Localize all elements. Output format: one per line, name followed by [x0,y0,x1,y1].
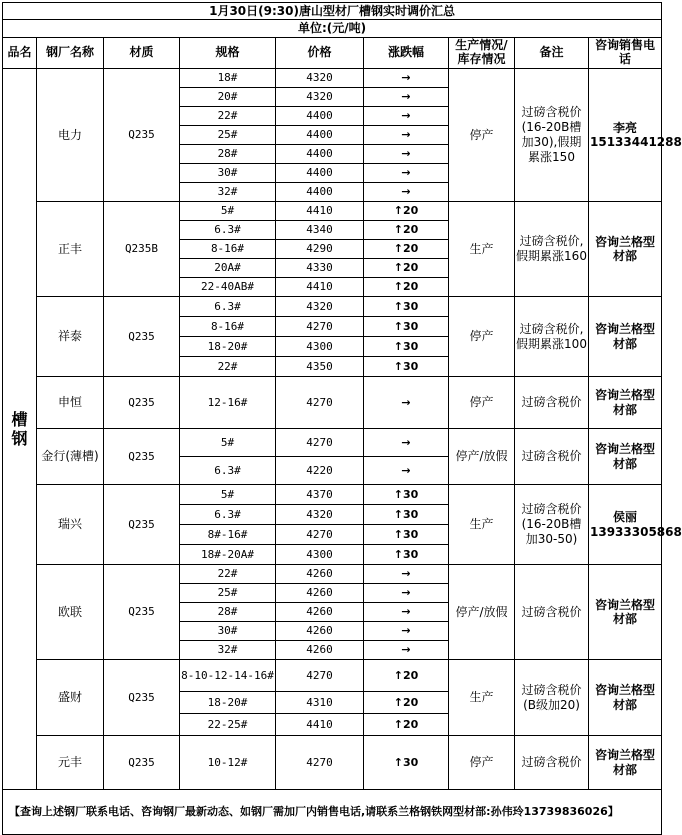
price-cell: 4270 [276,736,364,790]
change-cell: ↑20 [364,660,449,692]
spec-cell: 6.3# [180,221,276,240]
footer-row [3,790,662,835]
price-cell: 4260 [276,584,364,603]
remark-cell: 过磅含税价 [515,377,589,429]
sheet-title: 1月30日(9:30)唐山型材厂槽钢实时调价汇总 [3,3,662,20]
price-cell: 4290 [276,240,364,259]
spec-cell: 22-25# [180,714,276,736]
price-cell: 4410 [276,278,364,297]
header-price: 价格 [276,38,364,69]
spec-cell: 30# [180,164,276,183]
change-cell: → [364,584,449,603]
change-cell: ↑20 [364,692,449,714]
material-cell: Q235 [104,69,180,202]
price-cell: 4260 [276,641,364,660]
spec-cell: 22# [180,357,276,377]
spec-cell: 8-16# [180,317,276,337]
price-cell: 4340 [276,221,364,240]
change-cell: ↑30 [364,485,449,505]
change-cell: ↑30 [364,736,449,790]
contact-cell: 咨询兰格型材部 [589,429,662,485]
spec-cell: 18# [180,69,276,88]
change-cell: → [364,603,449,622]
spec-cell: 22-40AB# [180,278,276,297]
status-cell: 生产 [449,202,515,297]
contact-cell: 咨询兰格型材部 [589,736,662,790]
remark-cell: 过磅含税价 [515,736,589,790]
remark-cell: 过磅含税价 [515,429,589,485]
change-cell: ↑30 [364,545,449,565]
table-row [3,565,662,584]
mill-name: 申恒 [37,377,104,429]
price-cell: 4400 [276,126,364,145]
price-cell: 4320 [276,297,364,317]
status-cell: 生产 [449,485,515,565]
price-cell: 4400 [276,145,364,164]
table-row [3,736,662,790]
spec-cell: 8#-16# [180,525,276,545]
price-cell: 4310 [276,692,364,714]
price-cell: 4270 [276,429,364,457]
mill-name: 瑞兴 [37,485,104,565]
status-cell: 停产/放假 [449,565,515,660]
material-cell: Q235B [104,202,180,297]
header-remark: 备注 [515,38,589,69]
spec-cell: 22# [180,107,276,126]
material-cell: Q235 [104,429,180,485]
contact-cell: 咨询兰格型材部 [589,202,662,297]
table-row [3,377,662,429]
price-sheet [2,2,682,835]
price-cell: 4400 [276,183,364,202]
change-cell: ↑20 [364,202,449,221]
remark-cell: 过磅含税价,假期累涨100 [515,297,589,377]
price-cell: 4410 [276,202,364,221]
status-cell: 生产 [449,660,515,736]
change-cell: ↑20 [364,221,449,240]
spec-cell: 5# [180,485,276,505]
status-cell: 停产 [449,297,515,377]
change-cell: → [364,641,449,660]
change-cell: → [364,457,449,485]
spec-cell: 6.3# [180,457,276,485]
table-row [3,429,662,457]
spec-cell: 18#-20A# [180,545,276,565]
change-cell: → [364,69,449,88]
price-cell: 4220 [276,457,364,485]
material-cell: Q235 [104,660,180,736]
price-cell: 4400 [276,107,364,126]
header-material: 材质 [104,38,180,69]
remark-cell: 过磅含税价(B级加20) [515,660,589,736]
material-cell: Q235 [104,565,180,660]
header-status: 生产情况/库存情况 [449,38,515,69]
change-cell: → [364,565,449,584]
status-cell: 停产 [449,69,515,202]
change-cell: → [364,183,449,202]
price-cell: 4320 [276,88,364,107]
spec-cell: 12-16# [180,377,276,429]
spec-cell: 22# [180,565,276,584]
product-name-cell: 槽钢 [3,69,37,790]
spec-cell: 6.3# [180,297,276,317]
spec-cell: 28# [180,603,276,622]
price-cell: 4300 [276,337,364,357]
unit-label: 单位:(元/吨) [3,20,662,38]
change-cell: ↑30 [364,337,449,357]
header-contact: 咨询销售电话 [589,38,662,69]
mill-name: 元丰 [37,736,104,790]
header-spec: 规格 [180,38,276,69]
change-cell: → [364,429,449,457]
price-cell: 4300 [276,545,364,565]
price-cell: 4270 [276,660,364,692]
header-mill: 钢厂名称 [37,38,104,69]
spec-cell: 28# [180,145,276,164]
change-cell: ↑20 [364,240,449,259]
mill-name: 金行(薄槽) [37,429,104,485]
price-cell: 4260 [276,603,364,622]
remark-cell: 过磅含税价 [515,565,589,660]
spec-cell: 8-10-12-14-16# [180,660,276,692]
spec-cell: 18-20# [180,692,276,714]
header-change: 涨跌幅 [364,38,449,69]
spec-cell: 25# [180,126,276,145]
spec-cell: 30# [180,622,276,641]
status-cell: 停产/放假 [449,429,515,485]
price-table [2,2,682,835]
contact-cell: 咨询兰格型材部 [589,660,662,736]
spec-cell: 32# [180,641,276,660]
change-cell: → [364,126,449,145]
price-cell: 4330 [276,259,364,278]
price-cell: 4320 [276,69,364,88]
mill-name: 欧联 [37,565,104,660]
spec-cell: 5# [180,429,276,457]
status-cell: 停产 [449,736,515,790]
price-cell: 4260 [276,622,364,641]
remark-cell: 过磅含税价,假期累涨160 [515,202,589,297]
spec-cell: 20# [180,88,276,107]
change-cell: ↑20 [364,259,449,278]
material-cell: Q235 [104,485,180,565]
spec-cell: 8-16# [180,240,276,259]
price-cell: 4270 [276,525,364,545]
spec-cell: 32# [180,183,276,202]
spec-cell: 20A# [180,259,276,278]
status-cell: 停产 [449,377,515,429]
spec-cell: 5# [180,202,276,221]
contact-cell: 李亮15133441288 [589,69,662,202]
change-cell: → [364,88,449,107]
change-cell: → [364,377,449,429]
change-cell: → [364,107,449,126]
change-cell: ↑30 [364,525,449,545]
material-cell: Q235 [104,377,180,429]
contact-cell: 侯丽13933305868 [589,485,662,565]
table-row [3,69,662,88]
change-cell: ↑30 [364,357,449,377]
remark-cell: 过磅含税价(16-20B槽加30),假期累涨150 [515,69,589,202]
footer-note: 【查询上述钢厂联系电话、咨询钢厂最新动态、如钢厂需加厂内销售电话,请联系兰格钢铁网型材部:孙伟玲13739836026】 [3,790,662,835]
contact-cell: 咨询兰格型材部 [589,565,662,660]
price-cell: 4270 [276,377,364,429]
change-cell: → [364,145,449,164]
material-cell: Q235 [104,736,180,790]
price-cell: 4410 [276,714,364,736]
spec-cell: 10-12# [180,736,276,790]
price-cell: 4350 [276,357,364,377]
change-cell: ↑20 [364,714,449,736]
spec-cell: 25# [180,584,276,603]
spec-cell: 6.3# [180,505,276,525]
change-cell: → [364,164,449,183]
price-cell: 4370 [276,485,364,505]
contact-cell: 咨询兰格型材部 [589,297,662,377]
mill-name: 祥泰 [37,297,104,377]
change-cell: ↑30 [364,505,449,525]
price-cell: 4260 [276,565,364,584]
mill-name: 电力 [37,69,104,202]
change-cell: → [364,622,449,641]
change-cell: ↑30 [364,297,449,317]
header-product: 品名 [3,38,37,69]
price-cell: 4270 [276,317,364,337]
table-row [3,297,662,317]
table-row [3,660,662,692]
spec-cell: 18-20# [180,337,276,357]
mill-name: 正丰 [37,202,104,297]
change-cell: ↑20 [364,278,449,297]
remark-cell: 过磅含税价(16-20B槽加30-50) [515,485,589,565]
material-cell: Q235 [104,297,180,377]
contact-cell: 咨询兰格型材部 [589,377,662,429]
table-row [3,485,662,505]
price-cell: 4320 [276,505,364,525]
table-row [3,202,662,221]
change-cell: ↑30 [364,317,449,337]
price-cell: 4400 [276,164,364,183]
mill-name: 盛财 [37,660,104,736]
